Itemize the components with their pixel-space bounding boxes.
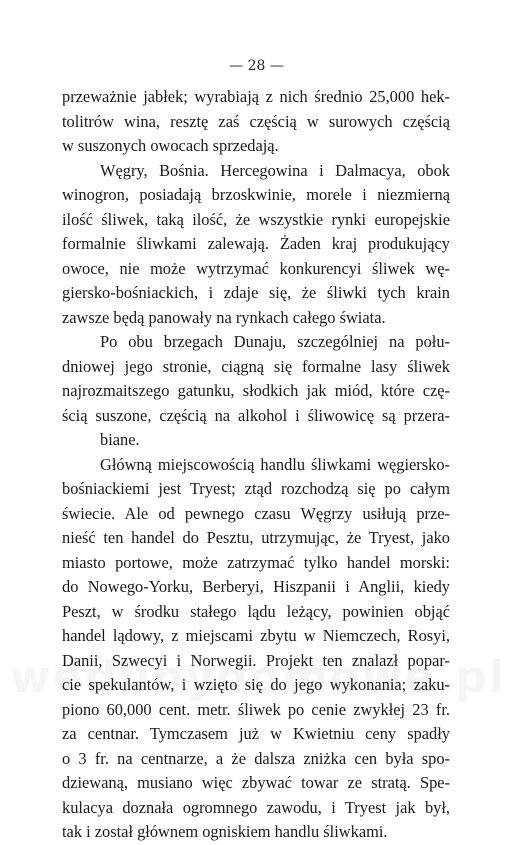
text-line: do Nowego-Yorku, Berberyi, Hiszpanii i Anglii, kiedy — [62, 577, 450, 596]
watermark-text — [10, 652, 510, 703]
text-line: formalnie śliwkami zalewają. Żaden kraj produkujący — [62, 234, 450, 253]
text-line: w suszonych owocach sprzedają. — [62, 136, 279, 155]
text-line: ścią suszone, częścią na alkohol i śliwowicę są przera- — [62, 405, 450, 425]
text-line: kulacya doznała ogromnego zawodu, i Tryest jak był, — [62, 797, 450, 817]
text-line: o 3 fr. na centnarze, a że dalsza zniżka cen była spo- — [62, 748, 450, 768]
paragraph-start-line: Po obu brzegach Dunaju, szczególniej na połu- — [100, 332, 450, 351]
text-line: najrozmaitszego gatunku, słodkich jak miód, które czę- — [62, 381, 450, 400]
text-line: piono 60,000 cent. metr. śliwek po cenie zwykłej 23 fr. — [62, 699, 450, 719]
text-line: biane. — [100, 430, 140, 449]
text-line: zawsze będą panowały na rynkach całego świata. — [62, 307, 386, 327]
text-line: dziewaną, musiano więc zbywać towar ze stratą. Spe- — [62, 773, 450, 792]
text-line: bośniackiemi jest Tryest; ztąd rozchodzą się po całym — [62, 479, 450, 498]
text-line: miasto portowe, może zatrzymać tylko handel morski: — [62, 552, 450, 572]
text-line: winogron, posiadają brzoskwinie, morele i niezmierną — [62, 185, 450, 204]
text-line: cie spekulantów, i wzięto się do jego wykonania; zaku- — [62, 675, 450, 694]
text-line: Peszt, w środku stałego lądu leżący, powinien objąć — [62, 601, 450, 621]
text-line: giersko-bośniackich, i zdaje się, że śliwki tych krain — [62, 283, 450, 302]
body-text — [62, 85, 450, 845]
paragraph-start-line: Węgry, Bośnia. Hercegowina i Dalmacya, obok — [100, 160, 450, 180]
text-line: Danii, Szwecyi i Norwegii. Projekt ten znalazł popar- — [62, 650, 450, 670]
paragraph-start-line: Główną miejscowością handlu śliwkami węgiersko- — [100, 454, 450, 474]
page-number: — 28 — — [229, 58, 284, 74]
text-line: dniowej jego stronie, ciągną się formalne lasy śliwek — [62, 356, 450, 376]
text-line: świecie. Ale od pewnego czasu Węgrzy usiłują prze- — [62, 503, 450, 523]
text-line: przeważnie jabłek; wyrabiają z nich średnio 25,000 hek- — [62, 87, 450, 106]
text-line: nieść ten handel do Pesztu, utrzymując, że Tryest, jako — [62, 528, 450, 547]
text-line: za centnar. Tymczasem już w Kwietniu ceny spadły — [62, 724, 450, 743]
text-line: tak i został głównem ogniskiem handlu śliwkami. — [62, 822, 388, 841]
text-line: handel lądowy, z miejscami zbytu w Niemczech, Rosyi, — [62, 626, 450, 645]
text-line: tolitrów wina, resztę zaś częścią w surowych częścią — [62, 111, 450, 131]
text-line: owoce, nie może wytrzymać konkurencyi śliwek wę- — [62, 258, 450, 278]
text-line: ilość śliwek, taką ilość, że wszystkie rynki europejskie — [62, 209, 450, 229]
